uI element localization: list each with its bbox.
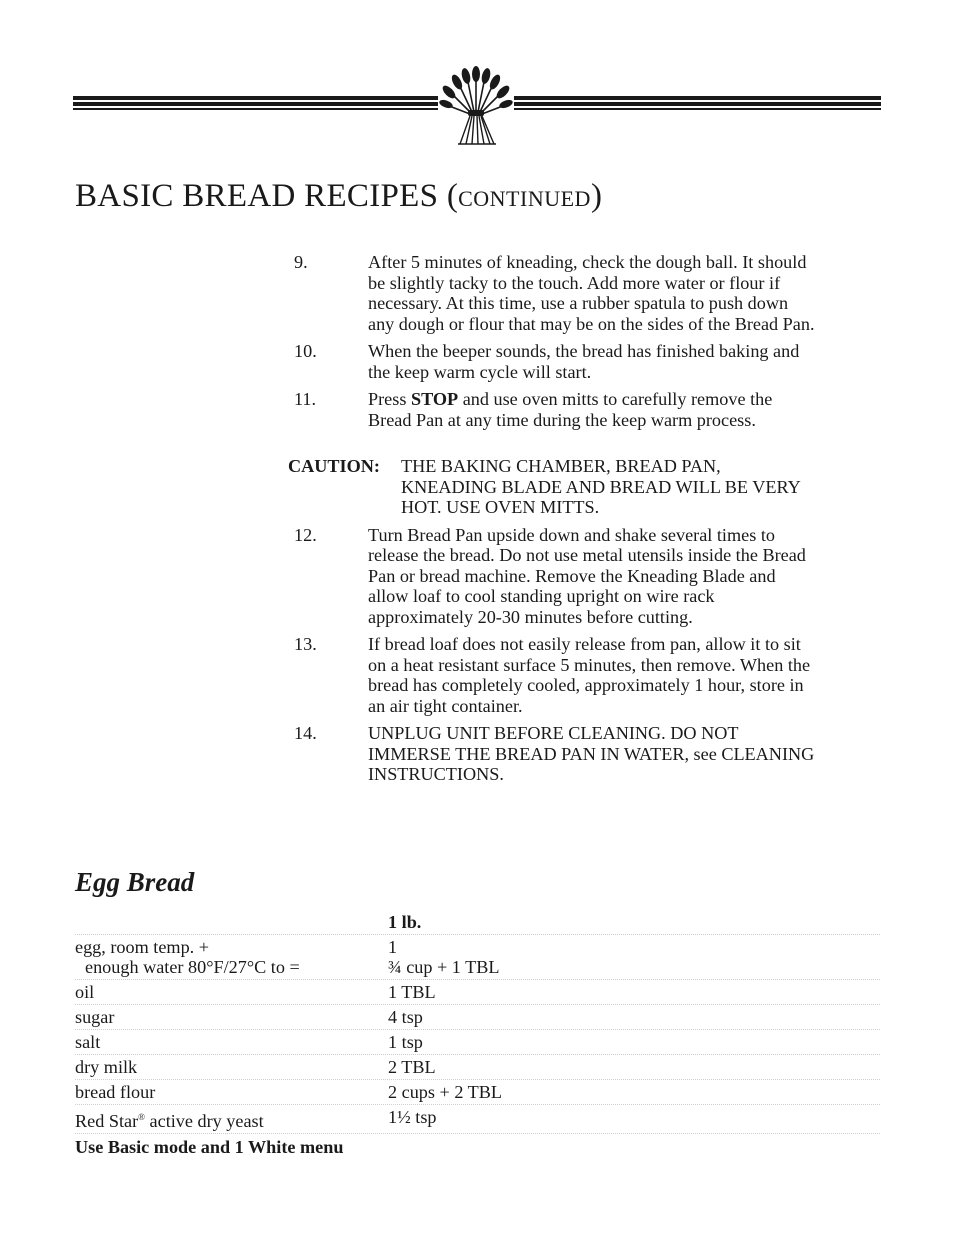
wheat-sheaf-icon (438, 64, 514, 146)
table-row: Red Star® active dry yeast 1½ tsp (75, 1105, 880, 1134)
table-row: oil 1 TBL (75, 980, 880, 1005)
table-header: 1 lb. (75, 910, 880, 935)
table-row: bread flour 2 cups + 2 TBL (75, 1080, 880, 1105)
page-title: BASIC BREAD RECIPES (CONTINUED) (75, 178, 603, 214)
recipe-footer: Use Basic mode and 1 White menu (75, 1137, 344, 1158)
table-row: dry milk 2 TBL (75, 1055, 880, 1080)
table-row: sugar 4 tsp (75, 1005, 880, 1030)
step-13: 13. If bread loaf does not easily release from pan, allow it to sit on a heat resistant surface 5 minutes, then remove. When the bread has completely cooled, approximately 1 hour, store in an air tight container. (294, 634, 811, 716)
step-11: 11. Press STOP and use oven mitts to carefully remove the Bread Pan at any time during the keep warm process. (294, 389, 773, 430)
step-9: 9. After 5 minutes of kneading, check the dough ball. It should be slightly tacky to the touch. Add more water or flour if necessary. At this time, use a rubber spatula to push down any dough or flour that may be on the sides of the Bread Pan. (294, 252, 815, 334)
table-row: salt 1 tsp (75, 1030, 880, 1055)
step-12: 12. Turn Bread Pan upside down and shake several times to release the bread. Do not use metal utensils inside the Bread Pan or bread machine. Remove the Kneading Blade and allow loaf to cool standing upright on wire rack approximately 20-30 minutes before cutting. (294, 524, 806, 627)
caution-note: CAUTION: THE BAKING CHAMBER, BREAD PAN, KNEADING BLADE AND BREAD WILL BE VERY HOT. USE OVEN MITTS. (288, 456, 801, 517)
table-row: egg, room temp. + enough water 80°F/27°C to = 1 ¾ cup + 1 TBL (75, 935, 880, 980)
recipe-table (75, 910, 880, 1158)
recipe-title: Egg Bread (75, 867, 195, 897)
step-10: 10. When the beeper sounds, the bread has finished baking and the keep warm cycle will start. (294, 341, 800, 382)
instruction-steps (288, 252, 818, 792)
step-14: 14. UNPLUG UNIT BEFORE CLEANING. DO NOT IMMERSE THE BREAD PAN IN WATER, see CLEANING INSTRUCTIONS. (294, 723, 815, 784)
